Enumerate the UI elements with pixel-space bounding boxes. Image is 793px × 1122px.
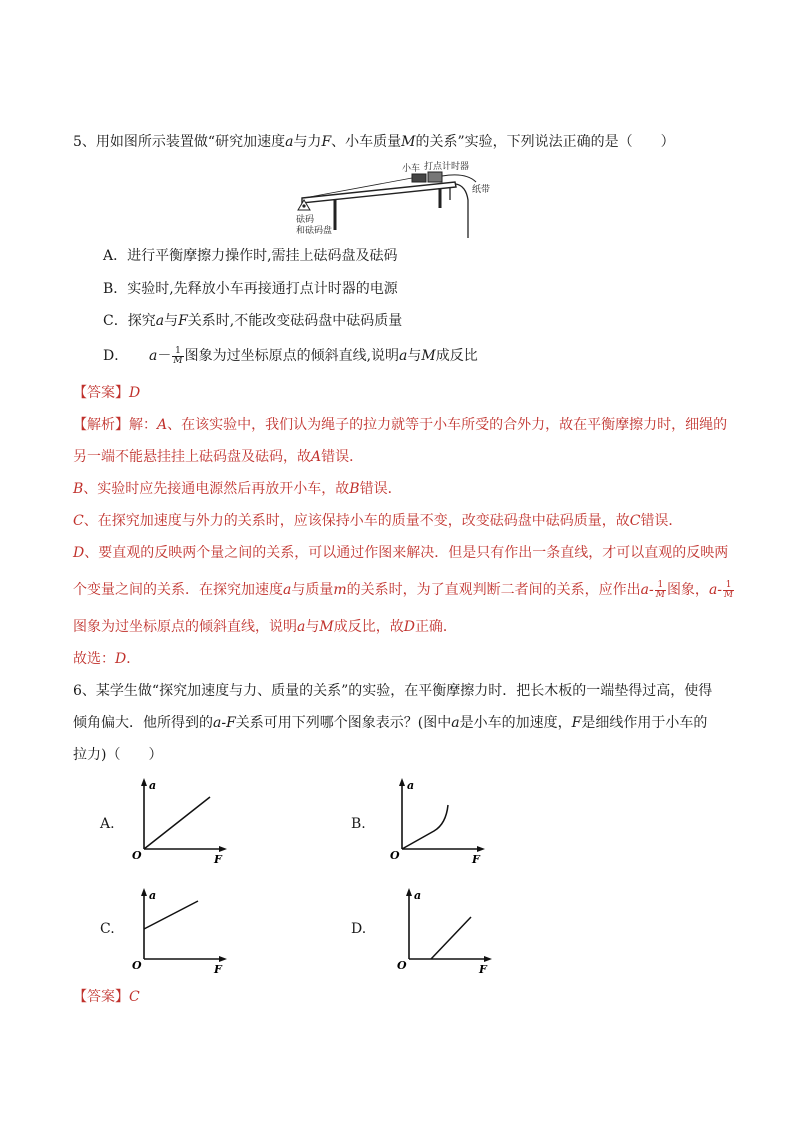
q6-stem-line3	[73, 745, 162, 765]
q5-analysis-l3c: B	[349, 481, 360, 497]
q5-option-b-text: B．实验时,先释放小车再接通打点计时器的电源	[103, 281, 398, 297]
graph-c	[128, 885, 228, 975]
q5-analysis-l6c: 与质量	[291, 582, 334, 598]
q5-analysis-l4c: C	[629, 513, 641, 529]
q5-analysis-l7b: a	[297, 619, 306, 635]
q5-analysis-l7d: M	[319, 619, 334, 635]
q5-answer-label: 【答案】	[73, 385, 129, 401]
q5-analysis-l3d: 错误．	[359, 481, 402, 497]
graph-a-ylabel: a	[149, 779, 157, 792]
label-weights2: 和砝码盘	[296, 226, 333, 236]
q5-analysis-l6b: a	[283, 582, 292, 598]
q5-option-c	[103, 311, 402, 331]
graph-c-xlabel: F	[214, 963, 222, 975]
q5-option-b	[103, 279, 398, 299]
q6-l2f: F	[571, 715, 582, 731]
q5-analysis-line1	[73, 415, 727, 435]
q5-option-d-with: 与	[407, 348, 422, 364]
q5-option-d-fraction	[172, 347, 183, 366]
q6-answer-value: C	[129, 989, 140, 1005]
q5-analysis-frac2-num: 1	[723, 581, 734, 591]
q5-analysis-l7a: 图象为过坐标原点的倾斜直线，说明	[73, 619, 297, 635]
graph-c-label: C.	[100, 921, 115, 937]
q5-analysis-l5b: 、要直观的反映两个量之间的关系，可以通过作图来解决．但是只有作出一条直线，才可以直观的反映两	[84, 545, 729, 561]
q5-analysis-l6j: a-	[708, 582, 723, 598]
q5-stem-F: F	[321, 134, 332, 150]
q5-analysis-l2a: 另一端不能悬挂挂上砝码盘及砝码，故	[73, 449, 311, 465]
q5-conclusion-b: D	[115, 651, 127, 667]
q6-answer-label: 【答案】	[73, 989, 129, 1005]
graph-a-line	[144, 797, 210, 849]
graph-b-ylabel: a	[407, 779, 415, 792]
q5-option-a	[103, 246, 398, 266]
q5-analysis-l3b: 、实验时应先接通电源然后再放开小车，故	[83, 481, 350, 497]
q6-l2d: a	[451, 715, 460, 731]
q5-option-d-label: D．	[103, 348, 129, 364]
q5-option-a-text: A．进行平衡摩擦力操作时,需挂上砝码盘及砝码	[103, 248, 398, 264]
label-cart: 小车	[402, 164, 421, 174]
q6-stem-line1	[73, 681, 712, 701]
q5-analysis-frac1-den: M	[655, 589, 665, 600]
graph-b-curve	[402, 805, 448, 849]
graph-a	[128, 775, 228, 865]
graph-a-xlabel: F	[214, 853, 222, 865]
q5-option-d-num: 1	[172, 347, 183, 357]
graph-a-origin: O	[132, 849, 142, 862]
graph-d-origin: O	[397, 959, 407, 972]
q5-analysis-l2c: 错误．	[321, 449, 364, 465]
q5-option-d-end: 成反比	[435, 348, 478, 364]
graph-b-label: B.	[351, 816, 366, 832]
q5-analysis-l7c: 与	[305, 619, 320, 635]
q5-conclusion-a: 故选：	[73, 651, 115, 667]
q5-analysis-l3a: B	[73, 481, 84, 497]
q5-analysis-l4a: C	[73, 513, 84, 529]
q5-analysis-frac1	[655, 581, 666, 600]
graph-b	[386, 775, 486, 865]
label-timer: 打点计时器	[424, 162, 470, 172]
q5-analysis-frac2	[723, 581, 734, 600]
q6-answer	[73, 987, 140, 1007]
q6-l2g: 是细线作用于小车的	[581, 715, 708, 731]
q5-analysis-l1b: A	[157, 417, 168, 433]
q5-option-c-end: 关系时,不能改变砝码盘中砝码质量	[187, 313, 403, 329]
q5-analysis-l4d: 错误．	[640, 513, 683, 529]
q5-answer	[73, 383, 140, 403]
graph-d-line	[431, 917, 471, 959]
graph-d	[393, 885, 493, 975]
q5-analysis-label: 【解析】	[73, 417, 129, 433]
q5-analysis-l7f: D	[403, 619, 415, 635]
graph-a-label: A.	[100, 816, 115, 832]
graph-b-origin: O	[390, 849, 400, 862]
q5-analysis-line4	[73, 511, 682, 531]
q5-stem-mid1: 与力	[293, 134, 322, 150]
q5-analysis-l5a: D	[73, 545, 85, 561]
q5-stem-a: a	[285, 134, 294, 150]
q5-analysis-l1a: 解：	[129, 417, 157, 433]
graph-d-label: D.	[351, 921, 367, 937]
q5-analysis-line5	[73, 543, 728, 563]
q5-stem-text: 5、用如图所示装置做“研究加速度	[73, 134, 286, 150]
q5-option-d-minus: －	[157, 348, 172, 364]
q5-conclusion	[73, 649, 140, 669]
q5-stem-end: 的关系”实验，下列说法正确的是（ ）	[415, 134, 675, 150]
graph-b-xlabel: F	[472, 853, 480, 865]
q5-analysis-line6	[73, 580, 735, 600]
label-weights1: 砝码	[296, 215, 315, 225]
graph-d-xlabel: F	[479, 963, 487, 975]
q5-analysis-l1c: 、在该实验中，我们认为绳子的拉力就等于小车所受的合外力，故在平衡摩擦力时，细绳的	[167, 417, 728, 433]
graph-c-origin: O	[132, 959, 142, 972]
q5-answer-value: D	[129, 385, 141, 401]
q5-option-d-M: M	[421, 348, 436, 364]
q5-analysis-frac2-den: M	[724, 589, 734, 600]
q5-analysis-l6e: 的关系时，为了直观判断二者间的关系，应作出	[346, 582, 641, 598]
q5-option-d-den: M	[173, 355, 183, 366]
q5-option-d	[103, 346, 478, 366]
q6-l2b: a-F	[213, 715, 236, 731]
graph-c-line	[144, 901, 198, 929]
apparatus-figure	[290, 160, 510, 242]
q6-l3: 拉力)（ ）	[73, 747, 163, 763]
q5-analysis-l6a: 个变量之间的关系．在探究加速度	[73, 582, 283, 598]
q5-option-c-mid: 与	[164, 313, 179, 329]
q5-analysis-l7e: 成反比，故	[333, 619, 404, 635]
q6-l2e: 是小车的加速度，	[459, 715, 572, 731]
q5-analysis-l4b: 、在探究加速度与外力的关系时，应该保持小车的质量不变，改变砝码盘中砝码质量，故	[83, 513, 630, 529]
q5-analysis-frac1-num: 1	[655, 581, 666, 591]
q5-stem	[73, 132, 675, 152]
q5-stem-mid2: 、小车质量	[331, 134, 402, 150]
label-tape: 纸带	[472, 185, 491, 195]
graph-c-ylabel: a	[149, 889, 157, 902]
q5-option-c-F: F	[178, 313, 188, 329]
q5-analysis-l6d: m	[333, 582, 347, 598]
q5-analysis-line3	[73, 479, 402, 499]
graph-d-ylabel: a	[414, 889, 422, 902]
q6-l2a: 倾角偏大．他所得到的	[73, 715, 213, 731]
q5-analysis-l6f: a-	[640, 582, 654, 598]
q5-option-d-a2: a	[399, 348, 408, 364]
q5-analysis-l2b: A	[311, 449, 322, 465]
q5-analysis-l6i: 图象，	[666, 582, 709, 598]
q6-l2c: 关系可用下列哪个图象表示？(图中	[235, 715, 452, 731]
q5-option-d-mid: 图象为过坐标原点的倾斜直线,说明	[184, 348, 400, 364]
q5-analysis-line7	[73, 617, 457, 637]
q5-stem-M: M	[401, 134, 416, 150]
q5-analysis-line2	[73, 447, 363, 467]
q5-analysis-l7g: 正确．	[414, 619, 457, 635]
q6-stem-line2	[73, 713, 707, 733]
q6-l1: 6、某学生做“探究加速度与力、质量的关系”的实验，在平衡摩擦力时．把长木板的一端垫得过高，使得	[73, 683, 713, 699]
q5-option-c-pre: C．探究	[103, 313, 156, 329]
q5-conclusion-c: ．	[126, 651, 141, 667]
q5-option-d-a: a	[149, 348, 158, 364]
q5-option-c-a: a	[155, 313, 165, 329]
